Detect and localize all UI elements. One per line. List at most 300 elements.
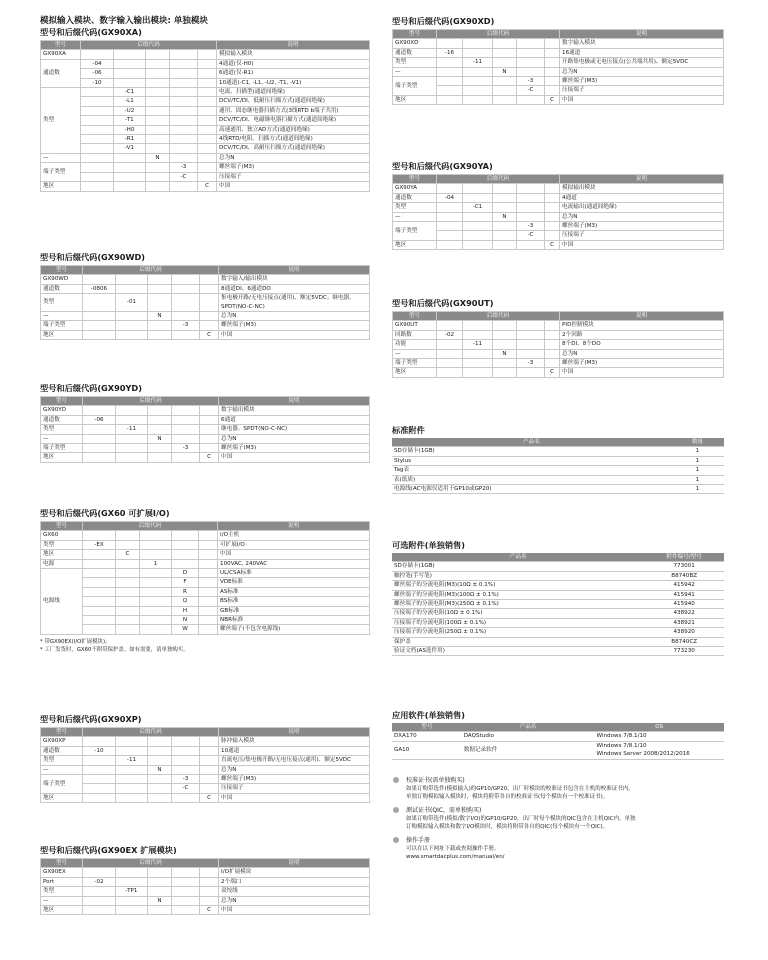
table-row <box>41 587 370 596</box>
row-description: 压接端子 <box>219 784 370 793</box>
suffix-code-cell <box>172 765 200 774</box>
note-line: 订购模拟输入模块和数字I/O模块时，模块将附带各自的QIC(每个模块有一个QIC)。 <box>406 824 609 830</box>
suffix-code-cell <box>148 444 172 453</box>
suffix-code-cell <box>140 587 172 596</box>
suffix-code-cell <box>172 453 200 462</box>
row-label: 地区 <box>393 368 437 377</box>
table-cell: 438920 <box>644 628 724 637</box>
table-cell: Tag表 <box>392 466 671 475</box>
table-cell: DAQStudio <box>462 732 595 741</box>
suffix-code-cell <box>199 606 218 615</box>
suffix-code-cell: 1 <box>140 559 172 568</box>
spec-table <box>40 727 370 803</box>
row-description: 可扩展I/O <box>218 540 370 549</box>
table-row <box>41 425 370 434</box>
suffix-code-cell: N <box>172 616 199 625</box>
table-row <box>393 203 724 212</box>
suffix-code-cell: N <box>148 312 172 321</box>
suffix-code-cell <box>198 50 217 59</box>
suffix-code-cell <box>83 559 116 568</box>
table-cell: Stylus <box>392 456 671 465</box>
column-header: 型号 <box>393 30 437 39</box>
suffix-code-cell <box>140 625 172 634</box>
suffix-code-cell: C <box>545 240 560 249</box>
row-description: 模拟输出模块 <box>560 184 724 193</box>
suffix-code-cell: Q <box>172 597 199 606</box>
os-line: Windows 7/8.1/10 <box>596 742 647 749</box>
suffix-code-cell <box>517 58 545 67</box>
row-description: DCV/TC/DI、低耐压扫描方式(通道间绝缘) <box>217 97 370 106</box>
suffix-code-cell <box>116 765 148 774</box>
row-label: 地区 <box>41 793 83 802</box>
suffix-code-cell: C <box>200 906 219 915</box>
row-label: — <box>393 212 437 221</box>
suffix-code-cell: N <box>493 212 517 221</box>
suffix-code-cell <box>200 425 219 434</box>
suffix-code-cell <box>83 784 116 793</box>
suffix-code-cell: -C1 <box>463 203 493 212</box>
suffix-code-cell <box>83 868 116 877</box>
table-row <box>392 562 724 571</box>
suffix-code-cell <box>545 86 560 95</box>
suffix-code-cell <box>200 444 219 453</box>
suffix-code-cell <box>463 222 493 231</box>
suffix-code-cell <box>81 135 114 144</box>
suffix-code-cell <box>517 193 545 202</box>
column-header: 产品名 <box>392 553 644 562</box>
suffix-code-cell <box>437 86 463 95</box>
suffix-code-cell <box>517 368 545 377</box>
suffix-code-cell <box>148 868 172 877</box>
suffix-code-cell <box>463 321 493 330</box>
table-row <box>393 95 724 104</box>
row-label: — <box>41 434 83 443</box>
suffix-code-cell <box>545 349 560 358</box>
suffix-code-cell <box>493 95 517 104</box>
suffix-code-cell <box>493 321 517 330</box>
suffix-code-cell <box>170 182 198 191</box>
row-description: 6通道 <box>219 415 370 424</box>
row-description: 双绞线 <box>219 887 370 896</box>
suffix-code-cell <box>198 125 217 134</box>
suffix-code-cell <box>81 182 114 191</box>
suffix-code-cell <box>148 406 172 415</box>
table-cell: 1 <box>671 475 724 484</box>
suffix-code-cell: -H0 <box>114 125 146 134</box>
table-row <box>41 125 370 134</box>
suffix-code-cell <box>148 793 172 802</box>
row-label: 类型 <box>41 294 83 312</box>
suffix-code-cell <box>172 550 199 559</box>
row-label: 功能 <box>393 340 437 349</box>
table-row <box>392 456 724 465</box>
suffix-code-cell <box>172 425 200 434</box>
suffix-code-cell <box>517 67 545 76</box>
suffix-code-cell <box>81 163 114 172</box>
row-description: 数字输入/输出模块 <box>219 275 370 284</box>
row-description: 螺丝端子(M3) <box>217 163 370 172</box>
table-cell: SD存储卡(1GB) <box>392 447 671 456</box>
suffix-code-cell <box>437 95 463 104</box>
suffix-code-cell <box>172 559 199 568</box>
suffix-code-cell <box>170 50 198 59</box>
suffix-code-cell <box>200 746 219 755</box>
suffix-code-cell: -3 <box>172 775 200 784</box>
suffix-code-cell <box>199 616 218 625</box>
suffix-code-cell <box>83 906 116 915</box>
suffix-code-cell <box>114 50 146 59</box>
row-description: DCV/TC/DI、高耐压扫描方式(通道间绝缘) <box>217 144 370 153</box>
spec-table <box>40 40 370 192</box>
suffix-code-cell: C <box>200 793 219 802</box>
suffix-code-cell <box>116 737 148 746</box>
row-label: 电源 <box>41 559 83 568</box>
table-cell: 电源线(AC电源仅适用于GP10或GP20) <box>392 485 671 494</box>
suffix-code-cell <box>170 144 198 153</box>
suffix-code-cell <box>200 434 219 443</box>
suffix-code-cell <box>493 368 517 377</box>
spec-table <box>392 174 724 250</box>
column-header: 说明 <box>219 266 370 275</box>
suffix-code-cell <box>198 116 217 125</box>
suffix-code-cell: -06 <box>83 415 116 424</box>
suffix-code-cell <box>116 453 148 462</box>
column-header: 后缀代码 <box>81 41 217 50</box>
table-row <box>393 193 724 202</box>
suffix-code-cell <box>437 222 463 231</box>
row-label: GX90XP <box>41 737 83 746</box>
suffix-code-cell <box>116 540 140 549</box>
row-label: 回路数 <box>393 330 437 339</box>
row-description: 脉冲输入模块 <box>219 737 370 746</box>
table-cell: 表(纸质) <box>392 475 671 484</box>
suffix-code-cell <box>83 756 116 765</box>
table-row <box>41 88 370 97</box>
suffix-code-cell <box>172 312 200 321</box>
suffix-code-cell <box>198 97 217 106</box>
row-description: 螺丝端子(M3) <box>560 77 724 86</box>
suffix-code-cell <box>517 330 545 339</box>
table-row <box>393 359 724 368</box>
suffix-code-cell <box>146 97 170 106</box>
row-description: 总为N <box>217 153 370 162</box>
row-description: 8个DI、8个DO <box>560 340 724 349</box>
suffix-code-cell <box>517 212 545 221</box>
bullet-icon <box>393 777 399 783</box>
table-cell: 验证文档(AS选件用) <box>392 647 644 656</box>
row-description: 总为N <box>219 896 370 905</box>
suffix-code-cell: N <box>146 153 170 162</box>
section-title: 型号和后缀代码(GX90EX 扩展模块) <box>40 845 177 855</box>
suffix-code-cell <box>83 597 116 606</box>
suffix-code-cell <box>114 182 146 191</box>
suffix-code-cell <box>114 163 146 172</box>
table-row <box>41 569 370 578</box>
suffix-code-cell <box>170 69 198 78</box>
row-label: 通道数 <box>41 746 83 755</box>
table-row <box>41 868 370 877</box>
suffix-code-cell <box>83 550 116 559</box>
notes-section <box>392 776 732 866</box>
gx90xp-section <box>40 714 370 803</box>
row-description: 电流输出(通道间绝缘) <box>560 203 724 212</box>
table-cell: 438921 <box>644 618 724 627</box>
row-label: 端子类型 <box>393 222 437 241</box>
suffix-code-cell <box>140 606 172 615</box>
row-label: GX90WD <box>41 275 83 284</box>
column-header: 后缀代码 <box>83 859 219 868</box>
table-row <box>41 59 370 68</box>
suffix-code-cell <box>517 321 545 330</box>
row-description: UL/CSA标准 <box>218 569 370 578</box>
suffix-code-cell <box>116 578 140 587</box>
suffix-code-cell <box>81 153 114 162</box>
row-label: 端子类型 <box>41 163 81 182</box>
row-description: 螺丝端子(M3) <box>219 775 370 784</box>
suffix-code-cell: W <box>172 625 199 634</box>
row-description: 压接端子 <box>560 231 724 240</box>
suffix-code-cell <box>463 184 493 193</box>
suffix-code-cell <box>172 275 200 284</box>
suffix-code-cell <box>83 569 116 578</box>
table-row <box>41 106 370 115</box>
suffix-code-cell: -EX <box>83 540 116 549</box>
suffix-code-cell <box>545 212 560 221</box>
table-cell: Windows 7/8.1/10 <box>595 732 724 741</box>
row-description: 10通道 <box>219 746 370 755</box>
suffix-code-cell <box>545 39 560 48</box>
suffix-code-cell <box>463 67 493 76</box>
suffix-code-cell <box>83 765 116 774</box>
suffix-code-cell <box>146 135 170 144</box>
suffix-code-cell <box>517 48 545 57</box>
row-description: 集电极开路/无电压接点(通用)、额定5VDC；继电器、SPDT(NO-C-NC) <box>219 294 370 312</box>
table-cell: 1 <box>671 456 724 465</box>
suffix-code-cell: -C <box>170 172 198 181</box>
table-row <box>392 485 724 494</box>
column-header: 后缀代码 <box>437 30 560 39</box>
software-table <box>392 723 724 760</box>
table-row <box>393 222 724 231</box>
suffix-code-cell <box>200 415 219 424</box>
table-row <box>41 550 370 559</box>
suffix-code-cell <box>437 368 463 377</box>
suffix-code-cell: N <box>148 765 172 774</box>
row-label: GX60 <box>41 531 83 540</box>
table-row <box>393 86 724 95</box>
suffix-code-cell <box>81 125 114 134</box>
software-section <box>392 710 724 760</box>
row-label: GX90XA <box>41 50 81 59</box>
column-header: 数量 <box>671 438 724 447</box>
row-label: 地区 <box>41 550 83 559</box>
suffix-code-cell <box>200 294 219 312</box>
row-description: 总为N <box>219 312 370 321</box>
suffix-code-cell <box>200 321 219 330</box>
suffix-code-cell <box>545 58 560 67</box>
spec-table <box>392 29 724 105</box>
table-row <box>41 887 370 896</box>
table-row <box>392 609 724 618</box>
gx90ut-section <box>392 298 724 378</box>
row-description: 4通道 <box>560 193 724 202</box>
table-row <box>393 67 724 76</box>
suffix-code-cell <box>116 616 140 625</box>
note-line: 可以在以下网址下载或查阅操作手册。 <box>406 846 500 852</box>
column-header: 型号 <box>392 723 462 732</box>
table-row <box>41 616 370 625</box>
suffix-code-cell <box>437 212 463 221</box>
suffix-code-cell <box>493 48 517 57</box>
suffix-code-cell <box>493 231 517 240</box>
row-description: 继电器、SPDT(NO-C-NC) <box>219 425 370 434</box>
suffix-code-cell <box>116 434 148 443</box>
section-title: 型号和后缀代码(GX90UT) <box>392 298 494 308</box>
suffix-code-cell: -U2 <box>114 106 146 115</box>
table-cell: 1 <box>671 466 724 475</box>
suffix-code-cell <box>83 531 116 540</box>
suffix-code-cell <box>83 616 116 625</box>
suffix-code-cell: -TP1 <box>116 887 148 896</box>
table-row <box>41 116 370 125</box>
gx90ex-section <box>40 845 370 915</box>
section-title: 型号和后缀代码(GX90YD) <box>40 383 142 393</box>
suffix-code-cell <box>200 275 219 284</box>
section-title: 型号和后缀代码(GX90YA) <box>392 161 493 171</box>
suffix-code-cell <box>200 765 219 774</box>
gx90xa-section <box>40 16 370 192</box>
row-description: 中国 <box>560 95 724 104</box>
row-label: — <box>41 765 83 774</box>
table-row <box>41 896 370 905</box>
column-header: 型号 <box>41 522 83 531</box>
suffix-code-cell <box>437 77 463 86</box>
suffix-code-cell: -3 <box>517 359 545 368</box>
suffix-code-cell <box>200 756 219 765</box>
column-header: 产品名 <box>462 723 595 732</box>
table-cell: DXA170 <box>392 732 462 741</box>
section-title: 型号和后缀代码(GX90XD) <box>392 16 495 26</box>
row-description: VDE标准 <box>218 578 370 587</box>
table-row <box>41 444 370 453</box>
suffix-code-cell <box>517 203 545 212</box>
suffix-code-cell <box>83 887 116 896</box>
suffix-code-cell <box>172 294 200 312</box>
suffix-code-cell <box>200 406 219 415</box>
suffix-code-cell <box>199 540 218 549</box>
section-title: 型号和后缀代码(GX60 可扩展I/O) <box>40 508 170 518</box>
gx90xd-section <box>392 16 724 105</box>
suffix-code-cell: N <box>493 67 517 76</box>
suffix-code-cell <box>463 95 493 104</box>
suffix-code-cell <box>463 368 493 377</box>
row-description: 电流、扫描型(通道间绝缘) <box>217 88 370 97</box>
column-header: 型号 <box>41 859 83 868</box>
table-cell: 螺丝端子的分流电阻(M3)(100Ω ± 0.1%) <box>392 590 644 599</box>
suffix-code-cell <box>148 756 172 765</box>
row-label: 地区 <box>393 95 437 104</box>
section-title: 可选附件(单独销售) <box>392 540 465 550</box>
table-cell: 1 <box>671 485 724 494</box>
table-row <box>41 746 370 755</box>
suffix-code-cell <box>517 39 545 48</box>
suffix-code-cell <box>170 97 198 106</box>
note-title: 操作手册 <box>406 837 431 844</box>
suffix-code-cell <box>437 349 463 358</box>
suffix-code-cell: -C1 <box>114 88 146 97</box>
row-description: I/O主机 <box>218 531 370 540</box>
column-header: 型号 <box>41 266 83 275</box>
table-row <box>392 590 724 599</box>
table-row <box>41 406 370 415</box>
suffix-code-cell <box>172 793 200 802</box>
row-label: 端子类型 <box>41 775 83 794</box>
table-cell: 螺丝端子的分流电阻(M3)(10Ω ± 0.1%) <box>392 581 644 590</box>
suffix-code-cell: -11 <box>116 425 148 434</box>
suffix-code-cell: C <box>200 330 219 339</box>
suffix-code-cell <box>517 349 545 358</box>
row-description: 中国 <box>219 330 370 339</box>
suffix-code-cell <box>199 578 218 587</box>
suffix-code-cell <box>199 625 218 634</box>
suffix-code-cell <box>81 172 114 181</box>
suffix-code-cell <box>116 793 148 802</box>
table-row <box>41 275 370 284</box>
suffix-code-cell <box>83 406 116 415</box>
row-description: 总为N <box>560 67 724 76</box>
table-row <box>393 349 724 358</box>
column-header: 型号 <box>393 312 437 321</box>
row-description: AS标准 <box>218 587 370 596</box>
table-row <box>393 48 724 57</box>
suffix-code-cell <box>463 231 493 240</box>
table-row <box>41 284 370 293</box>
suffix-code-cell <box>545 184 560 193</box>
suffix-code-cell <box>493 184 517 193</box>
column-header: 说明 <box>219 397 370 406</box>
manual-url-link[interactable]: www.smartdacplus.com/manual/en/ <box>406 854 505 860</box>
row-description: 螺丝端子(M3) <box>560 222 724 231</box>
suffix-code-cell <box>116 531 140 540</box>
row-label: 通道数 <box>393 48 437 57</box>
suffix-code-cell <box>116 444 148 453</box>
suffix-code-cell <box>545 203 560 212</box>
table-row <box>41 606 370 615</box>
suffix-code-cell: -10 <box>81 78 114 87</box>
suffix-code-cell <box>116 330 148 339</box>
suffix-code-cell <box>172 887 200 896</box>
suffix-code-cell <box>148 330 172 339</box>
suffix-code-cell <box>114 172 146 181</box>
suffix-code-cell: -04 <box>437 193 463 202</box>
suffix-code-cell <box>463 212 493 221</box>
table-row <box>41 182 370 191</box>
suffix-code-cell <box>545 330 560 339</box>
row-label: 类型 <box>41 756 83 765</box>
suffix-code-cell <box>83 453 116 462</box>
row-label: — <box>41 896 83 905</box>
suffix-code-cell <box>172 540 199 549</box>
row-description: DCV/TC/DI、电磁继电器扫描方式(通道间绝缘) <box>217 116 370 125</box>
suffix-code-cell <box>493 330 517 339</box>
suffix-code-cell <box>116 321 148 330</box>
suffix-code-cell <box>83 444 116 453</box>
suffix-code-cell <box>140 578 172 587</box>
suffix-code-cell: -3 <box>170 163 198 172</box>
gx90yd-section <box>40 383 370 463</box>
suffix-code-cell <box>116 597 140 606</box>
table-row <box>41 135 370 144</box>
